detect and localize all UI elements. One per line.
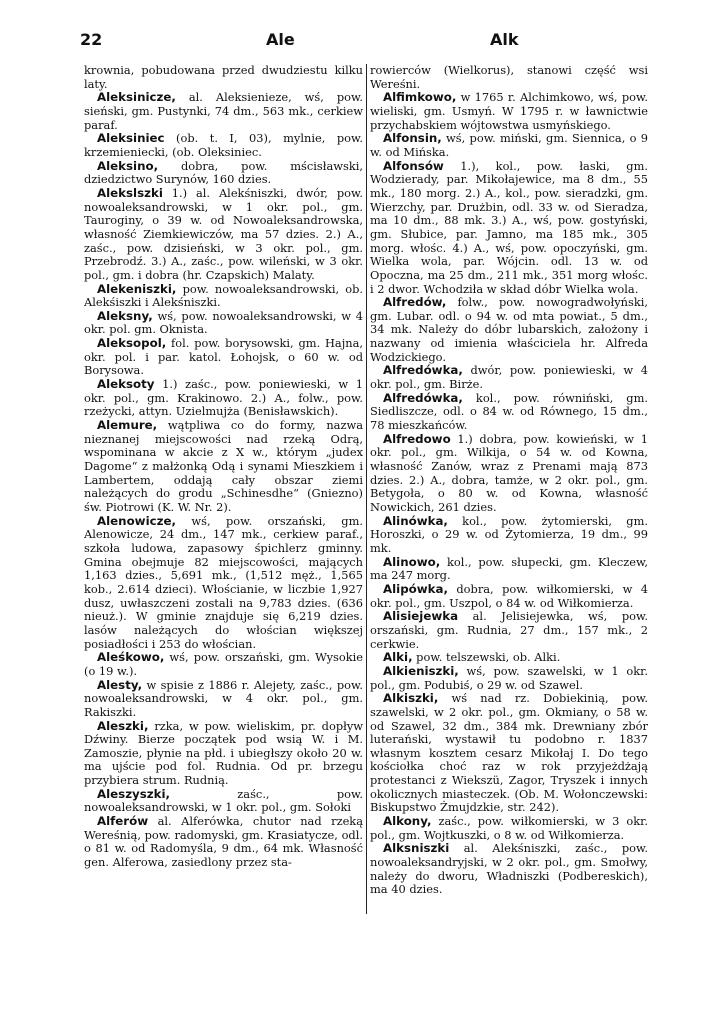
entry-headword: Alekeniszki, xyxy=(97,281,177,296)
dictionary-entry xyxy=(370,132,648,159)
entry-headword: Aleksny, xyxy=(97,308,153,323)
entry-text: dwór, pow. poniewieski, w 4 okr. pol., gm. Birże. xyxy=(370,363,648,392)
entry-text: 1.) zaśc., pow. poniewieski, w 1 okr. pol., gm. Krakinowo. 2.) A., folw., pow. rzeżycki, attyn. Uzielmujża (Benisławskich). xyxy=(84,377,363,419)
dictionary-entry xyxy=(370,651,648,665)
entry-text: wś, pow. orszański, gm. Alenowicze, 24 dm., 147 mk., cerkiew paraf., szkoła ludowa, zapasowy śpichlerz gminny. Gmina obejmuje 82 miejscowości, mających 1,163 dzies., 5,691 mk., (1,512 męż., 1,565 kob., 2.614 dzieci). Włościanie, w liczbie 1,927 dusz, uwłaszczeni zostali na 9,783 dzies. (636 nieuż.). W gminie znajduje się 6,219 dzies. lasów należących do włościan większej posiadłości i 253 do włościan. xyxy=(84,513,363,651)
dictionary-entry xyxy=(84,310,363,337)
dictionary-entry xyxy=(370,364,648,391)
entry-headword: Alfredów, xyxy=(383,295,447,310)
entry-headword: Aleszki, xyxy=(97,718,149,733)
entry-headword: Alinówka, xyxy=(383,513,448,528)
dictionary-entry xyxy=(370,815,648,842)
dictionary-entry xyxy=(370,583,648,610)
entry-text: al. Alekśniszki, zaśc., pow. nowoaleksandryjski, w 2 okr. pol., gm. Smołwy, należy do dworu, Władniszki (Podbereskich), ma 40 dzies. xyxy=(370,841,648,897)
dictionary-entry xyxy=(370,433,648,515)
running-head-left: Ale xyxy=(266,30,295,49)
left-column xyxy=(84,64,363,870)
entry-headword: Alki, xyxy=(383,650,413,665)
entry-text: kol., pow. słupecki, gm. Kleczew, ma 247 morg. xyxy=(370,554,648,583)
entry-text: wś, pow. nowoaleksandrowski, w 4 okr. pol. gm. Oknista. xyxy=(84,308,363,337)
entry-headword: Alferów xyxy=(97,814,149,829)
entry-headword: Aleksiniec xyxy=(97,131,165,146)
entry-text: krownia, pobudowana przed dwudziestu kilku laty. xyxy=(84,64,363,91)
entry-text: fol. pow. borysowski, gm. Hajna, okr. pol. i par. katol. Łohojsk, o 60 w. od Borysowa. xyxy=(84,336,363,378)
page-header xyxy=(80,30,698,56)
entry-headword: Alfonsin, xyxy=(383,131,442,146)
entry-text: kol., pow. równiński, gm. Siedliszcze, odl. o 84 w. od Równego, 15 dm., 78 mieszkańców. xyxy=(370,390,648,433)
entry-text: dobra, pow. wiłkomierski, w 4 okr. pol., gm. Uszpol, o 84 w. od Wiłkomierza. xyxy=(370,581,648,610)
dictionary-entry xyxy=(370,296,648,364)
entry-headword: Alksniszki xyxy=(383,841,450,856)
right-column xyxy=(370,64,648,897)
dictionary-entry xyxy=(84,651,363,678)
dictionary-entry xyxy=(84,378,363,419)
entry-text: wś nad rz. Dobiekinią, pow. szawelski, w 2 okr. pol., gm. Okmiany, o 58 w. od Szawel, 32 dm., 384 mk. Drewniany zbór luterański, wystawił tu podobno r. 1837 własnym kosztem cesarz Mikołaj I. Do tego kościołka choć raz w rok przyjeżdżają protestanci z Wiekszü, Zagor, Tryszek i innych okolicznych miasteczek. (Ob. M. Wołonczewski: Biskupstwo Żmujdzkie, str. 242). xyxy=(370,691,648,815)
entry-text: w spisie z 1886 r. Alejety, zaśc., pow. nowoaleksandrowski, w 4 okr. pol., gm. Rakiszki. xyxy=(84,677,363,719)
entry-text: wś, pow. szawelski, w 1 okr. pol., gm. Podubiś, o 29 w. od Szawel. xyxy=(370,663,648,692)
dictionary-entry xyxy=(84,160,363,187)
entry-headword: Alfimkowo, xyxy=(383,90,457,105)
page-number: 22 xyxy=(80,30,103,49)
dictionary-entry xyxy=(84,91,363,132)
dictionary-entry xyxy=(84,515,363,652)
dictionary-entry xyxy=(84,132,363,159)
entry-headword: Alfredówka, xyxy=(383,363,463,378)
entry-text: wątpliwa co do formy, nazwa nieznanej miejscowości nad rzeką Odrą, wspominana w akcie z X w., którym „judex Dagome“ z małżonką Odą i synami Mieszkiem i Lambertem, oddają cały obszar ziemi należących do grodu „Schinesdhe“ (Gniezno) św. Piotrowi (K. W. Nr. 2). xyxy=(84,418,363,514)
entry-headword: Alemure, xyxy=(97,418,158,433)
dictionary-entry xyxy=(370,392,648,433)
dictionary-entry xyxy=(84,64,363,91)
dictionary-entry xyxy=(370,610,648,651)
dictionary-entry xyxy=(84,337,363,378)
entry-text: rowierców (Wielkorus), stanowi część wsi Wereśni. xyxy=(370,64,648,91)
entry-headword: Alfredówka, xyxy=(383,390,463,405)
entry-text: kol., pow. żytomierski, gm. Horoszki, o 29 w. od Żytomierza, 19 dm., 99 mk. xyxy=(370,513,648,555)
entry-text: 1.), kol., pow. łaski, gm. Wodzierady, par. Mikołajewice, ma 8 dm., 55 mk., 180 morg. 2.) A., kol., pow. sieradzki, gm. Wierzchy, par. Drużbin, odl. 33 w. od Sieradza, ma 10 dm., 88 mk. 3.) A., wś, pow. gostyński, gm. Słubice, par. Jamno, ma 185 mk., 305 morg. włośc. 4.) A., wś, pow. opoczyński, gm. Wielka wola, par. Wójcin. odl. 13 w. od Opoczna, ma 25 dm., 211 mk., 351 morg włośc. i 2 dwor. Wchodziła w skład dóbr Wielka wola. xyxy=(370,158,648,296)
entry-text: 1.) al. Alekśniszki, dwór, pow. nowoaleksandrowski, w 1 okr. pol., gm. Tauroginy, o 39 w. od Nowoaleksandrowska, własność Ziemkiewiczów, ma 57 dzies. 2.) A., zaśc., pow. dzisieński, w 3 okr. pol., gm. Przebrodź. 3.) A., zaśc., pow. wileński, w 3 okr. pol., gm. i dobra (hr. Czapskich) Malaty. xyxy=(84,185,363,282)
entry-text: w 1765 r. Alchimkowo, wś, pow. wieliski, gm. Usmyń. W 1795 r. w ławnictwie przychabskiem wójtowstwa usmyńskiego. xyxy=(370,90,648,132)
entry-headword: Alesty, xyxy=(97,677,143,692)
dictionary-entry xyxy=(84,720,363,788)
dictionary-entry xyxy=(370,665,648,692)
running-head-right: Alk xyxy=(490,30,519,49)
entry-headword: Aleksopol, xyxy=(97,336,167,351)
entry-headword: Alkony, xyxy=(383,814,432,829)
dictionary-entry xyxy=(84,679,363,720)
dictionary-entry xyxy=(370,556,648,583)
entry-text: pow. telszewski, ob. Alki. xyxy=(416,650,561,665)
entry-text: wś, pow. orszański, gm. Wysokie (o 19 w.). xyxy=(84,650,363,678)
entry-headword: Aleszyszki, xyxy=(97,786,171,801)
entry-text: wś, pow. miński, gm. Siennica, o 9 w. od Mińska. xyxy=(370,131,648,159)
entry-text: al. Jelisiejewka, wś, pow. orszański, gm. Rudnia, 27 dm., 157 mk., 2 cerkwie. xyxy=(370,609,648,651)
column-divider xyxy=(366,64,367,914)
dictionary-entry xyxy=(370,515,648,556)
entry-headword: Alkiszki, xyxy=(383,691,439,706)
entry-text: zaśc., pow. nowoaleksandrowski, w 1 okr. pol., gm. Sołoki xyxy=(84,786,363,815)
entry-headword: Aleksinicze, xyxy=(97,90,176,105)
entry-headword: Alkieniszki, xyxy=(383,663,459,678)
entry-text: 1.) dobra, pow. kowieński, w 1 okr. pol., gm. Wilkija, o 54 w. od Kowna, własność Zanów, wraz z Prenami mają 873 dzies. 2.) A., dobra, tamże, w 2 okr. pol., gm. Betygoła, o 80 w. od Kowna, własność Nowickich, 261 dzies. xyxy=(370,431,648,514)
dictionary-entry xyxy=(84,187,363,283)
entry-text: al. Aleksienieze, wś, pow. sieński, gm. Pustynki, 74 dm., 563 mk., cerkiew paraf. xyxy=(84,90,363,132)
entry-text: (ob. t. I, 03), mylnie, pow. krzemieniecki, (ob. Oleksiniec. xyxy=(84,131,363,159)
entry-text: pow. nowoaleksandrowski, ob. Alekśiszki i Alekśniszki. xyxy=(84,281,363,310)
entry-headword: Alenowicze, xyxy=(97,513,176,528)
dictionary-entry xyxy=(84,283,363,310)
entry-text: zaśc., pow. wiłkomierski, w 3 okr. pol., gm. Wojtkuszki, o 8 w. od Wiłkomierza. xyxy=(370,814,648,842)
dictionary-entry xyxy=(370,692,648,815)
entry-headword: Aleksoty xyxy=(97,377,155,392)
entry-headword: Alekslszki xyxy=(97,185,163,200)
dictionary-entry xyxy=(84,788,363,815)
entry-text: dobra, pow. mścisławski, dziedzictwo Surynów, 160 dzies. xyxy=(84,158,363,187)
dictionary-entry xyxy=(84,815,363,870)
dictionary-entry xyxy=(370,64,648,91)
entry-headword: Aleśkowo, xyxy=(97,650,165,665)
entry-headword: Alinowo, xyxy=(383,554,441,569)
entry-text: folw., pow. nowogradwołyński, gm. Lubar. odl. o 94 w. od mta powiat., 5 dm., 34 mk. Należy do dóbr lubarskich, założony i nazwany od imienia właściciela hr. Alfreda Wodzickiego. xyxy=(370,295,648,364)
entry-text: rzka, w pow. wieliskim, pr. dopływ Dźwiny. Bierze początek pod wsią W. i M. Zamoszie, płynie na płd. i ubiegłszy około 20 w. ma ujście pod fol. Rudnia. Od pr. brzegu przybiera strum. Rudnią. xyxy=(84,718,363,788)
dictionary-entry xyxy=(84,419,363,515)
entry-headword: Aleksino, xyxy=(97,158,159,173)
entry-headword: Alfonsów xyxy=(383,158,444,173)
dictionary-entry xyxy=(370,842,648,897)
entry-headword: Alipówka, xyxy=(383,581,448,596)
entry-text: al. Alferówka, chutor nad rzeką Wereśnią, pow. radomyski, gm. Krasiatycze, odl. o 81 w. od Radomyśla, 9 dm., 64 mk. Własność gen. Alferowa, zasiedlony przez sta- xyxy=(84,814,363,870)
dictionary-entry xyxy=(370,91,648,132)
dictionary-entry xyxy=(370,160,648,297)
entry-headword: Alisiejewka xyxy=(383,609,459,624)
entry-headword: Alfredowo xyxy=(383,431,451,446)
